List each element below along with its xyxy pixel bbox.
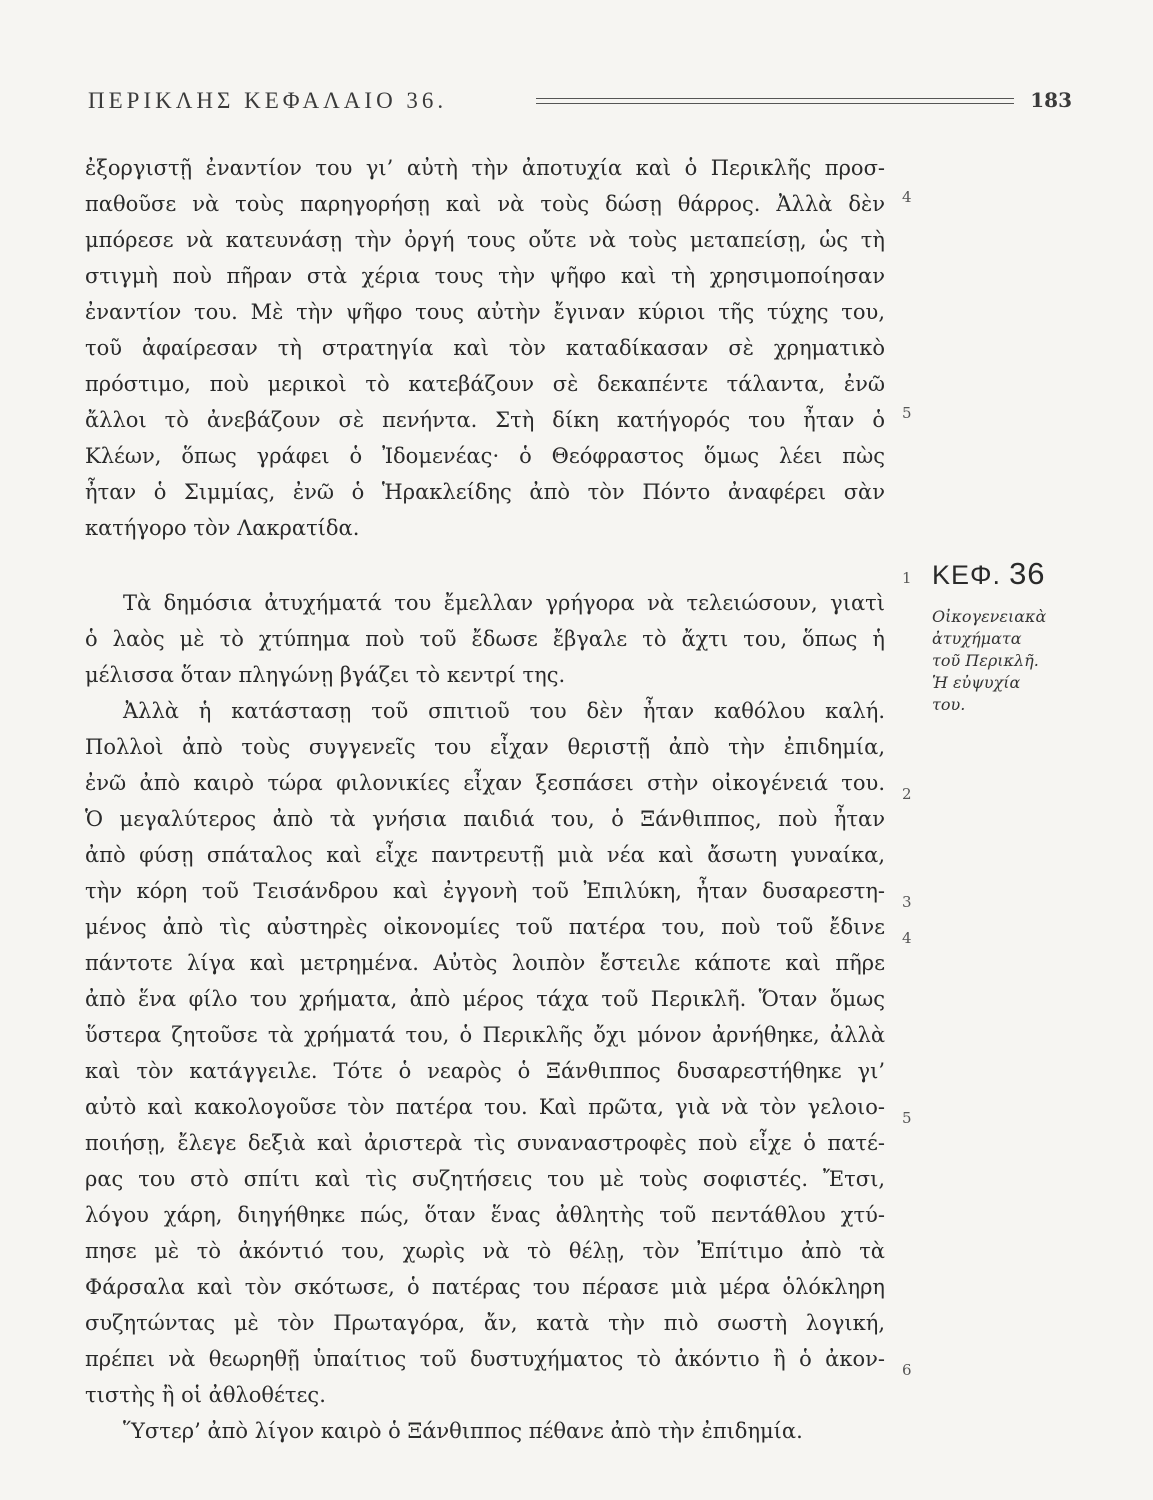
text-line: Φάρσαλα καὶ τὸν σκότωσε, ὁ πατέρας του πέρασε μιὰ μέρα ὁλόκληρη (85, 1275, 885, 1299)
text-line: Κλέων, ὅπως γράφει ὁ Ἰδομενέας· ὁ Θεόφραστος ὅμως λέει πὼς (85, 444, 885, 468)
text-line: μένος ἀπὸ τὶς αὐστηρὲς οἰκονομίες τοῦ πατέρα του, ποὺ τοῦ ἔδινε (85, 915, 885, 939)
text-line: ποιήσῃ, ἔλεγε δεξιὰ καὶ ἀριστερὰ τὶς συναναστροφὲς ποὺ εἶχε ὁ πατέ- (85, 1131, 885, 1155)
chapter-summary (932, 606, 1092, 716)
line-number: 1 (902, 569, 912, 587)
body-text (85, 150, 885, 1449)
summary-line: τοῦ Περικλῆ. (932, 651, 1039, 670)
text-line: μέλισσα ὅταν πληγώνῃ βγάζει τὸ κεντρί της. (85, 663, 566, 687)
chapter-label: ΚΕΦ. (932, 560, 1002, 590)
text-line: παθοῦσε νὰ τοὺς παρηγορήσῃ καὶ νὰ τοὺς δώσῃ θάρρος. Ἀλλὰ δὲν (85, 192, 885, 216)
line-number: 4 (902, 188, 912, 206)
text-line: στιγμὴ ποὺ πῆραν στὰ χέρια τους τὴν ψῆφο καὶ τὴ χρησιμοποίησαν (85, 264, 885, 288)
chapter-number: 36 (1009, 556, 1046, 591)
text-line: μπόρεσε νὰ κατευνάσῃ τὴν ὀργή τους οὔτε νὰ τοὺς μεταπείσῃ, ὡς τὴ (85, 228, 885, 252)
line-number: 5 (902, 404, 912, 422)
summary-line: Οἰκογενειακὰ (932, 607, 1047, 626)
text-line: καὶ τὸν κατάγγειλε. Τότε ὁ νεαρὸς ὁ Ξάνθιππος δυσαρεστήθηκε γι’ (85, 1059, 885, 1083)
text-line: ὁ λαὸς μὲ τὸ χτύπημα ποὺ τοῦ ἔδωσε ἔβγαλε τὸ ἄχτι του, ὅπως ἡ (85, 627, 885, 651)
text-line: συζητώντας μὲ τὸν Πρωταγόρα, ἄν, κατὰ τὴν πιὸ σωστὴ λογική, (85, 1311, 885, 1335)
header-rule-bottom (536, 103, 1014, 104)
text-line: πρέπει νὰ θεωρηθῇ ὑπαίτιος τοῦ δυστυχήματος τὸ ἀκόντιο ἢ ὁ ἀκον- (85, 1347, 885, 1371)
line-number: 6 (902, 1361, 912, 1379)
text-line: λόγου χάρη, διηγήθηκε πώς, ὅταν ἕνας ἀθλητὴς τοῦ πεντάθλου χτύ- (85, 1203, 885, 1227)
text-line: Πολλοὶ ἀπὸ τοὺς συγγενεῖς του εἶχαν θεριστῇ ἀπὸ τὴν ἐπιδημία, (85, 735, 885, 759)
text-line: Τὰ δημόσια ἀτυχήματά του ἔμελλαν γρήγορα νὰ τελειώσουν, γιατὶ (123, 591, 885, 615)
chapter-sidebar (932, 556, 1092, 716)
text-line: Ὕστερ’ ἀπὸ λίγον καιρὸ ὁ Ξάνθιππος πέθανε ἀπὸ τὴν ἐπιδημία. (123, 1419, 803, 1443)
text-line: ἄλλοι τὸ ἀνεβάζουν σὲ πενήντα. Στὴ δίκη κατήγορός του ἦταν ὁ (85, 408, 885, 432)
text-line: Ἀλλὰ ἡ κατάστασῃ τοῦ σπιτιοῦ του δὲν ἦταν καθόλου καλή. (123, 699, 885, 723)
text-line: τιστὴς ἢ οἱ ἀθλοθέτες. (85, 1383, 326, 1407)
line-number: 5 (902, 1109, 912, 1127)
text-line: πρόστιμο, ποὺ μερικοὶ τὸ κατεβάζουν σὲ δεκαπέντε τάλαντα, ἐνῶ (85, 372, 885, 396)
page-header (88, 88, 1072, 128)
summary-line: του. (932, 695, 966, 714)
text-line: ρας του στὸ σπίτι καὶ τὶς συζητήσεις του μὲ τοὺς σοφιστές. Ἔτσι, (85, 1167, 885, 1191)
summary-line: Ἡ εὐψυχία (932, 673, 1021, 692)
text-line: ἐνῶ ἀπὸ καιρὸ τώρα φιλονικίες εἶχαν ξεσπάσει στὴν οἰκογένειά του. (85, 771, 885, 795)
paragraph-gap (85, 546, 885, 585)
text-line: Ὁ μεγαλύτερος ἀπὸ τὰ γνήσια παιδιά του, ὁ Ξάνθιππος, ποὺ ἦταν (85, 807, 885, 831)
text-line: αὐτὸ καὶ κακολογοῦσε τὸν πατέρα του. Καὶ πρῶτα, γιὰ νὰ τὸν γελοιο- (85, 1095, 885, 1119)
line-number: 3 (902, 893, 912, 911)
text-line: ἀπὸ ἕνα φίλο του χρήματα, ἀπὸ μέρος τάχα τοῦ Περικλῆ. Ὅταν ὅμως (85, 987, 885, 1011)
line-number: 2 (902, 785, 912, 803)
text-line: ἐναντίον του. Μὲ τὴν ψῆφο τους αὐτὴν ἔγιναν κύριοι τῆς τύχης του, (85, 300, 885, 324)
summary-line: ἀτυχήματα (932, 629, 1022, 648)
text-line: ἀπὸ φύσῃ σπάταλος καὶ εἶχε παντρευτῇ μιὰ νέα καὶ ἄσωτη γυναίκα, (85, 843, 885, 867)
text-line: ὕστερα ζητοῦσε τὰ χρήματά του, ὁ Περικλῆς ὄχι μόνον ἀρνήθηκε, ἀλλὰ (85, 1023, 885, 1047)
header-rule-top (536, 98, 1014, 99)
text-line: ἦταν ὁ Σιμμίας, ἐνῶ ὁ Ἡρακλείδης ἀπὸ τὸν Πόντο ἀναφέρει σὰν (85, 480, 885, 504)
text-line: τὴν κόρη τοῦ Τεισάνδρου καὶ ἐγγονὴ τοῦ Ἐπιλύκη, ἦταν δυσαρεστη- (85, 879, 885, 903)
page-number: 183 (1030, 88, 1072, 112)
text-line: τοῦ ἀφαίρεσαν τὴ στρατηγία καὶ τὸν καταδίκασαν σὲ χρηματικὸ (85, 336, 885, 360)
line-number: 4 (902, 929, 912, 947)
text-line: ἐξοργιστῇ ἐναντίον του γι’ αὐτὴ τὴν ἀποτυχία καὶ ὁ Περικλῆς προσ- (85, 156, 885, 180)
running-head: ΠΕΡΙΚΛΗΣ ΚΕΦΑΛΑΙΟ 36. (88, 88, 448, 113)
text-line: πησε μὲ τὸ ἀκόντιό του, χωρὶς νὰ τὸ θέλῃ, τὸν Ἐπίτιμο ἀπὸ τὰ (85, 1239, 885, 1263)
text-line: κατήγορο τὸν Λακρατίδα. (85, 516, 360, 540)
chapter-title (932, 556, 1092, 592)
text-line: πάντοτε λίγα καὶ μετρημένα. Αὐτὸς λοιπὸν ἔστειλε κάποτε καὶ πῆρε (85, 951, 885, 975)
